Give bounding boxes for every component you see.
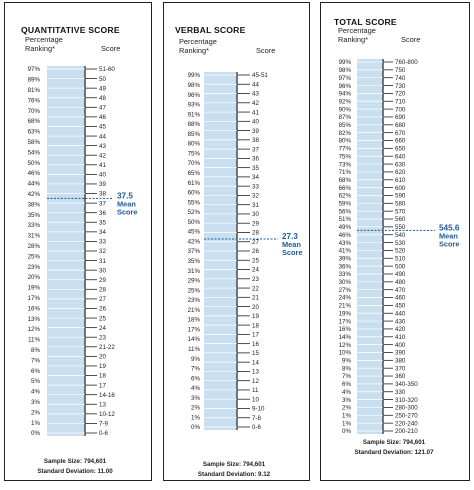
verbal-percentile-label: 91% xyxy=(187,111,200,119)
total-score-label: 640 xyxy=(395,153,406,161)
quantitative-percentile-label: 97% xyxy=(27,66,40,74)
total-score-label: 730 xyxy=(395,82,406,90)
quantitative-percentile-label: 31% xyxy=(27,232,40,240)
verbal-percentile-label: 31% xyxy=(187,267,200,275)
verbal-score-label: 12 xyxy=(252,377,259,385)
total-percentile-label: 49% xyxy=(338,224,351,232)
total-percentile-label: 30% xyxy=(338,279,351,287)
verbal-percentile-label: 96% xyxy=(187,91,200,99)
verbal-percentile-label: 93% xyxy=(187,101,200,109)
total-percentile-label: 98% xyxy=(338,67,351,75)
verbal-mean-label-line2: Score xyxy=(282,247,303,257)
verbal-score-label: 20 xyxy=(252,303,259,311)
total-percentile-label: 75% xyxy=(338,153,351,161)
verbal-percentile-label: 18% xyxy=(187,316,200,324)
quantitative-score-label: 48 xyxy=(99,94,106,102)
total-score-label: 360 xyxy=(395,373,406,381)
total-sample-size: Sample Size: 794,601 xyxy=(362,439,426,446)
total-percentile-label: 90% xyxy=(338,106,351,114)
quantitative-score-label: 34 xyxy=(99,229,106,237)
total-score-label: 430 xyxy=(395,318,406,326)
total-score-label: 750 xyxy=(395,67,406,75)
total-percentile-label: 21% xyxy=(338,302,351,310)
verbal-mean-label: Mean xyxy=(282,239,301,249)
total-score-label: 250-270 xyxy=(395,412,418,420)
verbal-percentile-label: 65% xyxy=(187,169,200,177)
quantitative-percentile-label: 3% xyxy=(31,399,40,406)
verbal-percentile-label: 85% xyxy=(187,130,200,138)
verbal-score-label: 10 xyxy=(252,396,259,404)
verbal-percentile-label: 1% xyxy=(191,414,200,422)
verbal-percentile-label: 80% xyxy=(187,140,200,148)
quantitative-mean-value: 37.5 xyxy=(117,191,133,201)
verbal-score-label: 35 xyxy=(252,164,259,172)
verbal-score-label: 18 xyxy=(252,322,259,330)
quantitative-score-label: 14-16 xyxy=(99,391,115,399)
total-percentile-header-line2: Ranking* xyxy=(338,35,368,44)
quantitative-score-label: 28 xyxy=(99,286,106,294)
verbal-percentile-label: 23% xyxy=(187,297,200,305)
verbal-score-label: 25 xyxy=(252,257,259,265)
quantitative-percentile-label: 35% xyxy=(27,211,40,219)
total-percentile-label: 33% xyxy=(338,271,351,279)
total-percentile-label: 66% xyxy=(338,184,351,192)
total-percentile-label: 62% xyxy=(338,192,351,200)
total-score-header: Score xyxy=(401,35,421,44)
verbal-score-label: 45-51 xyxy=(252,72,268,80)
total-percentile-label: 87% xyxy=(338,114,351,122)
total-percentile-label: 71% xyxy=(338,169,351,177)
verbal-percentile-label: 4% xyxy=(191,385,200,393)
verbal-percentile-label: 25% xyxy=(187,287,200,295)
quantitative-percentile-label: 28% xyxy=(27,243,40,250)
total-score-label: 280-300 xyxy=(395,404,418,412)
total-score-label: 530 xyxy=(395,239,406,247)
quantitative-score-label: 13 xyxy=(99,401,106,409)
quantitative-percentile-label: 89% xyxy=(27,76,40,84)
total-score-label: 690 xyxy=(395,114,406,122)
total-percentile-label: 46% xyxy=(338,231,351,239)
verbal-score-label: 23 xyxy=(252,275,259,283)
quantitative-score-label: 10-12 xyxy=(99,411,115,419)
verbal-std-dev: Standard Deviation: 9.12 xyxy=(197,471,271,478)
total-score-label: 310-320 xyxy=(395,396,418,404)
quantitative-score-label: 23 xyxy=(99,334,106,342)
quantitative-percentile-label: 81% xyxy=(27,87,40,94)
verbal-score-label: 32 xyxy=(252,192,259,200)
total-score-label: 760-800 xyxy=(395,59,418,67)
verbal-score-label: 41 xyxy=(252,109,259,117)
verbal-percentile-header-line2: Ranking* xyxy=(179,46,209,55)
total-percentile-label: 17% xyxy=(338,318,351,326)
total-percentile-header: Percentage xyxy=(338,26,376,35)
total-percentile-label: 14% xyxy=(338,333,351,341)
quantitative-score-label: 51-60 xyxy=(99,66,115,74)
quantitative-score-label: 29 xyxy=(99,276,106,284)
total-score-label: 570 xyxy=(395,208,406,216)
total-score-label: 400 xyxy=(395,341,406,349)
verbal-percentile-label: 14% xyxy=(187,336,200,344)
verbal-percentile-label: 55% xyxy=(187,199,200,207)
total-score-label: 380 xyxy=(395,357,406,365)
total-score-label: 590 xyxy=(395,192,406,200)
total-percentile-label: 12% xyxy=(338,341,351,349)
verbal-score-label: 27 xyxy=(252,238,259,246)
verbal-percentile-label: 35% xyxy=(187,257,200,265)
total-std-dev: Standard Deviation: 121.07 xyxy=(354,449,434,456)
quantitative-percentile-label: 1% xyxy=(31,419,40,427)
total-score-label: 710 xyxy=(395,98,406,106)
verbal-score-label: 16 xyxy=(252,340,259,348)
quantitative-percentile-header-line2: Ranking* xyxy=(25,44,55,53)
total-score-label: 390 xyxy=(395,349,406,357)
verbal-percentile-label: 9% xyxy=(191,355,200,363)
quantitative-percentile-label: 46% xyxy=(27,170,40,178)
verbal-score-label: 21 xyxy=(252,294,259,302)
total-score-label: 550 xyxy=(395,224,406,232)
quantitative-percentile-label: 20% xyxy=(27,274,40,282)
quantitative-percentile-label: 0% xyxy=(31,430,40,438)
quantitative-percentile-label: 54% xyxy=(27,149,40,157)
verbal-percentile-label: 7% xyxy=(191,365,200,373)
quantitative-percentile-label: 13% xyxy=(27,315,40,323)
verbal-percentile-label: 52% xyxy=(187,209,200,217)
total-score-label: 620 xyxy=(395,169,406,177)
verbal-score-header: Score xyxy=(256,46,276,55)
quantitative-score-label: 0-6 xyxy=(99,430,108,438)
quantitative-score-label: 47 xyxy=(99,104,106,112)
verbal-mean-value: 27.3 xyxy=(282,231,298,241)
quantitative-score-label: 45 xyxy=(99,123,106,131)
quantitative-score-label: 39 xyxy=(99,181,106,189)
total-percentile-label: 77% xyxy=(338,145,351,153)
total-percentile-label: 99% xyxy=(338,59,351,67)
total-percentile-label: 56% xyxy=(338,208,351,216)
total-score-label: 740 xyxy=(395,74,406,82)
total-percentile-label: 8% xyxy=(342,365,351,373)
verbal-percentile-label: 60% xyxy=(187,189,200,197)
verbal-score-label: 43 xyxy=(252,90,259,98)
total-percentile-label: 10% xyxy=(338,349,351,357)
total-score-label: 610 xyxy=(395,176,406,184)
quantitative-percentile-label: 7% xyxy=(31,357,40,365)
quantitative-percentile-label: 76% xyxy=(27,97,40,105)
verbal-sample-size: Sample Size: 794,601 xyxy=(202,461,266,468)
total-percentile-label: 43% xyxy=(338,239,351,247)
verbal-percentile-label: 45% xyxy=(187,228,200,236)
quantitative-score-label: 20 xyxy=(99,353,106,361)
total-score-label: 410 xyxy=(395,333,406,341)
verbal-percentile-label: 11% xyxy=(188,345,200,353)
verbal-percentile-label: 88% xyxy=(187,121,200,129)
total-percentile-label: 92% xyxy=(338,98,351,106)
total-mean-label: Mean xyxy=(439,231,458,241)
total-score-label: 630 xyxy=(395,161,406,169)
quantitative-score-label: 37 xyxy=(99,200,106,208)
total-score-label: 670 xyxy=(395,129,406,137)
quantitative-score-label: 18 xyxy=(99,372,106,380)
total-score-label: 700 xyxy=(395,106,406,114)
total-percentile-label: 39% xyxy=(338,255,351,263)
verbal-percentile-label: 70% xyxy=(187,160,200,168)
total-title: TOTAL SCORE xyxy=(334,17,397,27)
verbal-percentile-label: 37% xyxy=(187,248,200,256)
total-score-label: 520 xyxy=(395,247,406,255)
verbal-score-label: 31 xyxy=(252,201,259,209)
quantitative-mean-label-line2: Score xyxy=(117,207,138,217)
quantitative-score-chart xyxy=(5,3,150,479)
quantitative-score-label: 50 xyxy=(99,75,106,83)
total-score-label: 460 xyxy=(395,294,406,302)
quantitative-score-label: 25 xyxy=(99,315,106,323)
total-percentile-label: 1% xyxy=(342,412,351,420)
quantitative-score-label: 49 xyxy=(99,85,106,93)
quantitative-score-label: 35 xyxy=(99,219,106,227)
verbal-score-label: 15 xyxy=(252,350,259,358)
verbal-score-label: 14 xyxy=(252,359,259,367)
total-percentile-label: 96% xyxy=(338,82,351,90)
quantitative-percentile-label: 58% xyxy=(27,139,40,146)
verbal-score-label: 13 xyxy=(252,368,259,376)
total-bar xyxy=(357,59,383,434)
total-score-label: 600 xyxy=(395,184,406,192)
verbal-score-label: 42 xyxy=(252,99,259,107)
verbal-percentile-label: 3% xyxy=(191,394,200,402)
total-score-label: 540 xyxy=(395,231,406,239)
total-percentile-label: 94% xyxy=(338,90,351,98)
verbal-score-label: 39 xyxy=(252,127,259,135)
total-score-label: 200-210 xyxy=(395,428,418,436)
verbal-percentile-label: 50% xyxy=(187,218,200,226)
verbal-score-label: 26 xyxy=(252,248,259,256)
verbal-score-label: 7-8 xyxy=(252,414,261,422)
quantitative-score-label: 21-22 xyxy=(99,343,115,351)
total-score-label: 480 xyxy=(395,279,406,287)
quantitative-percentile-label: 16% xyxy=(27,305,40,313)
verbal-score-label: 24 xyxy=(252,266,259,274)
verbal-score-label: 19 xyxy=(252,313,259,321)
total-percentile-label: 51% xyxy=(338,216,351,224)
quantitative-score-label: 46 xyxy=(99,114,106,122)
verbal-score-label: 37 xyxy=(252,146,259,154)
total-percentile-label: 9% xyxy=(342,357,351,365)
verbal-score-label: 17 xyxy=(252,331,259,339)
total-score-label: 500 xyxy=(395,263,406,271)
total-percentile-label: 16% xyxy=(338,326,351,334)
total-score-label: 370 xyxy=(395,365,406,373)
total-percentile-label: 0% xyxy=(342,428,351,436)
total-percentile-label: 59% xyxy=(338,200,351,208)
total-percentile-label: 1% xyxy=(342,420,351,428)
verbal-percentile-label: 2% xyxy=(191,404,200,412)
quantitative-percentile-label: 4% xyxy=(31,388,40,396)
quantitative-score-label: 31 xyxy=(99,257,106,265)
verbal-percentile-label: 0% xyxy=(191,424,200,432)
quantitative-percentile-label: 33% xyxy=(27,222,40,230)
total-percentile-label: 80% xyxy=(338,137,351,145)
quantitative-percentile-label: 12% xyxy=(27,326,40,334)
quantitative-percentile-label: 42% xyxy=(27,191,40,198)
verbal-score-label: 11 xyxy=(252,387,259,395)
verbal-score-label: 22 xyxy=(252,285,259,293)
quantitative-percentile-label: 23% xyxy=(27,263,40,271)
verbal-percentile-label: 75% xyxy=(187,150,200,158)
quantitative-mean-label: Mean xyxy=(117,199,136,209)
quantitative-score-label: 38 xyxy=(99,190,106,198)
quantitative-percentile-header: Percentage xyxy=(25,35,63,44)
total-score-label: 220-240 xyxy=(395,420,418,428)
total-percentile-label: 68% xyxy=(338,176,351,184)
total-score-label: 680 xyxy=(395,122,406,130)
quantitative-score-label: 19 xyxy=(99,363,106,371)
quantitative-score-label: 36 xyxy=(99,209,106,217)
total-score-panel xyxy=(320,2,470,481)
verbal-score-panel xyxy=(163,2,310,481)
quantitative-percentile-label: 8% xyxy=(31,347,40,354)
total-score-chart xyxy=(321,3,468,479)
quantitative-score-label: 30 xyxy=(99,267,106,275)
total-score-label: 490 xyxy=(395,271,406,279)
verbal-score-label: 40 xyxy=(252,118,259,126)
verbal-score-label: 29 xyxy=(252,220,259,228)
total-percentile-label: 97% xyxy=(338,74,351,82)
total-score-label: 580 xyxy=(395,200,406,208)
verbal-score-label: 30 xyxy=(252,211,259,219)
quantitative-percentile-label: 68% xyxy=(27,118,40,126)
quantitative-score-label: 17 xyxy=(99,382,106,390)
quantitative-score-header: Score xyxy=(101,44,121,53)
total-percentile-label: 6% xyxy=(342,381,351,389)
total-percentile-label: 85% xyxy=(338,122,351,130)
quantitative-score-label: 42 xyxy=(99,152,106,160)
verbal-score-label: 44 xyxy=(252,81,259,89)
total-percentile-label: 36% xyxy=(338,263,351,271)
total-percentile-label: 82% xyxy=(338,129,351,137)
verbal-percentile-label: 6% xyxy=(191,375,200,383)
verbal-score-label: 28 xyxy=(252,229,259,237)
verbal-percentile-label: 98% xyxy=(187,81,200,89)
total-score-label: 440 xyxy=(395,310,406,318)
verbal-percentile-label: 99% xyxy=(187,72,200,80)
quantitative-percentile-label: 17% xyxy=(27,295,40,302)
quantitative-score-label: 33 xyxy=(99,238,106,246)
total-percentile-label: 2% xyxy=(342,404,351,412)
total-mean-label-line2: Score xyxy=(439,239,460,249)
verbal-percentile-label: 42% xyxy=(187,238,200,246)
verbal-percentile-label: 17% xyxy=(187,326,200,334)
quantitative-score-label: 27 xyxy=(99,296,106,304)
total-score-label: 660 xyxy=(395,137,406,145)
total-percentile-label: 3% xyxy=(342,396,351,404)
total-percentile-label: 19% xyxy=(338,310,351,318)
total-score-label: 560 xyxy=(395,216,406,224)
quantitative-score-label: 24 xyxy=(99,324,106,332)
quantitative-percentile-label: 70% xyxy=(27,107,40,115)
quantitative-score-label: 43 xyxy=(99,142,106,150)
verbal-title: VERBAL SCORE xyxy=(175,25,246,35)
total-percentile-label: 73% xyxy=(338,161,351,169)
verbal-score-label: 33 xyxy=(252,183,259,191)
total-score-label: 450 xyxy=(395,302,406,310)
verbal-percentile-label: 29% xyxy=(187,277,200,285)
quantitative-sample-size: Sample Size: 794,601 xyxy=(43,458,107,465)
quantitative-percentile-label: 5% xyxy=(31,378,40,386)
quantitative-percentile-label: 19% xyxy=(27,284,40,292)
verbal-score-label: 9-10 xyxy=(252,405,265,413)
total-score-label: 510 xyxy=(395,255,406,263)
quantitative-percentile-label: 6% xyxy=(31,367,40,375)
total-mean-value: 545.6 xyxy=(439,223,460,233)
total-percentile-label: 41% xyxy=(338,247,351,255)
quantitative-percentile-label: 25% xyxy=(27,253,40,261)
total-percentile-label: 4% xyxy=(342,388,351,396)
verbal-score-label: 38 xyxy=(252,137,259,145)
total-percentile-label: 7% xyxy=(342,373,351,381)
quantitative-score-label: 41 xyxy=(99,161,106,169)
total-score-label: 650 xyxy=(395,145,406,153)
quantitative-percentile-label: 44% xyxy=(27,180,40,188)
quantitative-score-panel xyxy=(4,2,152,481)
verbal-percentile-label: 61% xyxy=(187,179,200,187)
verbal-score-label: 0-6 xyxy=(252,424,261,432)
quantitative-title: QUANTITATIVE SCORE xyxy=(21,25,120,35)
quantitative-percentile-label: 11% xyxy=(28,336,40,344)
total-score-label: 720 xyxy=(395,90,406,98)
total-score-label: 470 xyxy=(395,286,406,294)
quantitative-std-dev: Standard Deviation: 11.00 xyxy=(37,468,113,475)
quantitative-score-label: 44 xyxy=(99,133,106,141)
verbal-percentile-header: Percentage xyxy=(179,37,217,46)
quantitative-percentile-label: 63% xyxy=(27,128,40,136)
quantitative-score-label: 32 xyxy=(99,248,106,256)
quantitative-percentile-label: 2% xyxy=(31,409,40,417)
total-percentile-label: 24% xyxy=(338,294,351,302)
total-score-label: 420 xyxy=(395,326,406,334)
quantitative-score-label: 26 xyxy=(99,305,106,313)
verbal-score-label: 36 xyxy=(252,155,259,163)
total-score-label: 330 xyxy=(395,388,406,396)
total-percentile-label: 27% xyxy=(338,286,351,294)
quantitative-score-label: 40 xyxy=(99,171,106,179)
quantitative-percentile-label: 38% xyxy=(27,201,40,209)
total-score-label: 340-350 xyxy=(395,381,418,389)
verbal-score-chart xyxy=(164,3,308,479)
quantitative-percentile-label: 50% xyxy=(27,159,40,167)
verbal-score-label: 34 xyxy=(252,174,259,182)
verbal-percentile-label: 21% xyxy=(187,306,200,314)
quantitative-score-label: 7-9 xyxy=(99,420,108,428)
